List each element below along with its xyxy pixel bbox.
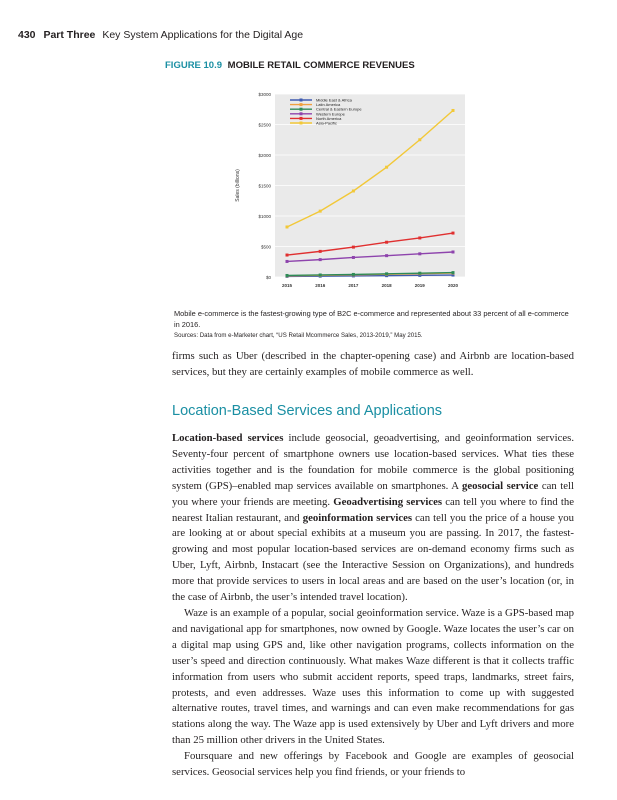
data-point — [385, 254, 388, 257]
part-label: Part Three — [43, 29, 96, 41]
y-tick-label: $3000 — [258, 92, 271, 97]
legend-label: Asia-Pacific — [316, 120, 337, 126]
legend-marker — [300, 103, 303, 106]
section-heading: Location-Based Services and Applications — [172, 403, 443, 419]
y-tick-label: $1500 — [258, 183, 271, 189]
data-point — [385, 272, 388, 275]
paragraph-3: Foursquare and new offerings by Facebook and Google are examples of geosocial services. Geosocial services help you find friends, or your friends to — [172, 750, 574, 779]
data-point — [352, 246, 355, 249]
data-point — [286, 254, 289, 257]
intro-paragraph — [172, 349, 574, 381]
legend-marker — [300, 122, 303, 125]
data-point — [319, 210, 322, 213]
data-point — [452, 109, 455, 112]
data-point — [418, 236, 421, 239]
data-point — [385, 241, 388, 244]
paragraph-1-text-c: can tell you where to find the nearest Italian restaurant, and — [172, 495, 574, 524]
legend-label: North America — [316, 115, 342, 121]
page-number: 430 — [18, 29, 36, 41]
figure-title: MOBILE RETAIL COMMERCE REVENUES — [227, 60, 415, 71]
data-point — [418, 252, 421, 255]
data-point — [452, 250, 455, 253]
x-tick-label: 2019 — [414, 283, 425, 288]
paragraph-1-text-b: can tell you where your friends are meeting. — [172, 479, 574, 508]
figure-sources: Sources: Data from e-Marketer chart, “US Retail Mcommerce Sales, 2013-2019,” May 2015. — [174, 332, 423, 339]
x-tick-label: 2018 — [381, 283, 392, 288]
data-point — [319, 273, 322, 276]
term-geoadvertising-services: Geoadvertising services — [333, 495, 443, 508]
data-point — [385, 166, 388, 169]
data-point — [319, 258, 322, 261]
page-header — [18, 29, 303, 41]
x-tick-label: 2017 — [348, 283, 359, 288]
section-body — [172, 431, 574, 781]
legend-label: Western Europe — [316, 111, 345, 117]
y-tick-label: $2000 — [258, 153, 271, 158]
data-point — [452, 271, 455, 274]
term-geoinformation-services: geoinformation services — [302, 511, 413, 524]
data-point — [352, 189, 355, 192]
x-tick-label: 2015 — [281, 283, 293, 288]
paragraph-1 — [172, 431, 574, 606]
paragraph-1-text-d: can tell you the price of a house you are looking at or about special exhibits at a museum you are passing. In 2017, the fastest-growing and most popular location-based services are on-demand economy firms such as Uber, Lyft, Airbnb, Instacart (see the Interactive Session on Organizations), and hundreds more that provide services to users in local areas and are based on the user’s location (or, in the case of Airbnb, the user’s intended travel location). — [172, 511, 574, 604]
data-point — [418, 272, 421, 275]
x-tick-label: 2020 — [447, 283, 459, 288]
legend-marker — [300, 108, 303, 111]
x-tick-label: 2016 — [315, 283, 326, 288]
data-point — [319, 250, 322, 253]
data-point — [352, 256, 355, 259]
legend-marker — [300, 99, 303, 102]
mobile-commerce-line-chart — [165, 82, 475, 298]
data-point — [418, 138, 421, 141]
y-tick-label: $2500 — [258, 122, 271, 128]
part-title: Key System Applications for the Digital Age — [102, 29, 304, 41]
data-point — [286, 260, 289, 263]
intro-paragraph-text: firms such as Uber (described in the chapter-opening case) and Airbnb are location-based services, but they are certainly examples of mobile commerce as well. — [172, 350, 574, 378]
figure-heading — [165, 60, 415, 71]
legend-label: Latin America — [316, 102, 341, 108]
data-point — [286, 274, 289, 277]
paragraph-1-text-a: include geosocial, geoadvertising, and geoinformation services. Seventy-four percent of smartphone owners use location-based services. What ties these activities together and is the foundation for mobile commerce is the global positioning system (GPS)–enabled map services available on smartphones. A — [172, 432, 575, 492]
paragraph-2: Waze is an example of a popular, social geoinformation service. Waze is a GPS-based map and navigational app for smartphones, now owned by Google. Waze locates the user’s car on a digital map using GPS and, like other navigation programs, collects information on the user’s speed and direction continuously. What makes Waze different is that it collects traffic information from users who submit accident reports, speed traps, landmarks, street fairs, protests, and even addresses. Waze uses this information to come up with suggested alternative routes, travel times, and warnings and can even make recommendations for gas stations along the way. The Waze app is used extensively by Uber and Lyft drivers and more than 25 million other drivers in the United States. — [172, 606, 574, 747]
data-point — [352, 273, 355, 276]
term-location-based-services: Location-based services — [172, 432, 284, 444]
y-tick-label: $500 — [260, 244, 271, 250]
data-point — [286, 225, 289, 228]
legend-marker — [300, 117, 303, 120]
y-axis-label: Sales (billions) — [235, 169, 241, 202]
data-point — [452, 232, 455, 235]
term-geosocial-service: geosocial service — [461, 479, 539, 492]
legend-marker — [300, 112, 303, 115]
legend-label: Central & Eastern Europe — [316, 106, 362, 112]
figure-label: FIGURE 10.9 — [165, 60, 223, 71]
figure-caption: Mobile e-commerce is the fastest-growing type of B2C e-commerce and represented about 33 percent of all e-commerce in 2016. — [174, 309, 569, 330]
y-tick-label: $0 — [265, 275, 271, 280]
legend-label: Middle East & Africa — [316, 97, 352, 103]
y-tick-label: $1000 — [258, 214, 271, 219]
